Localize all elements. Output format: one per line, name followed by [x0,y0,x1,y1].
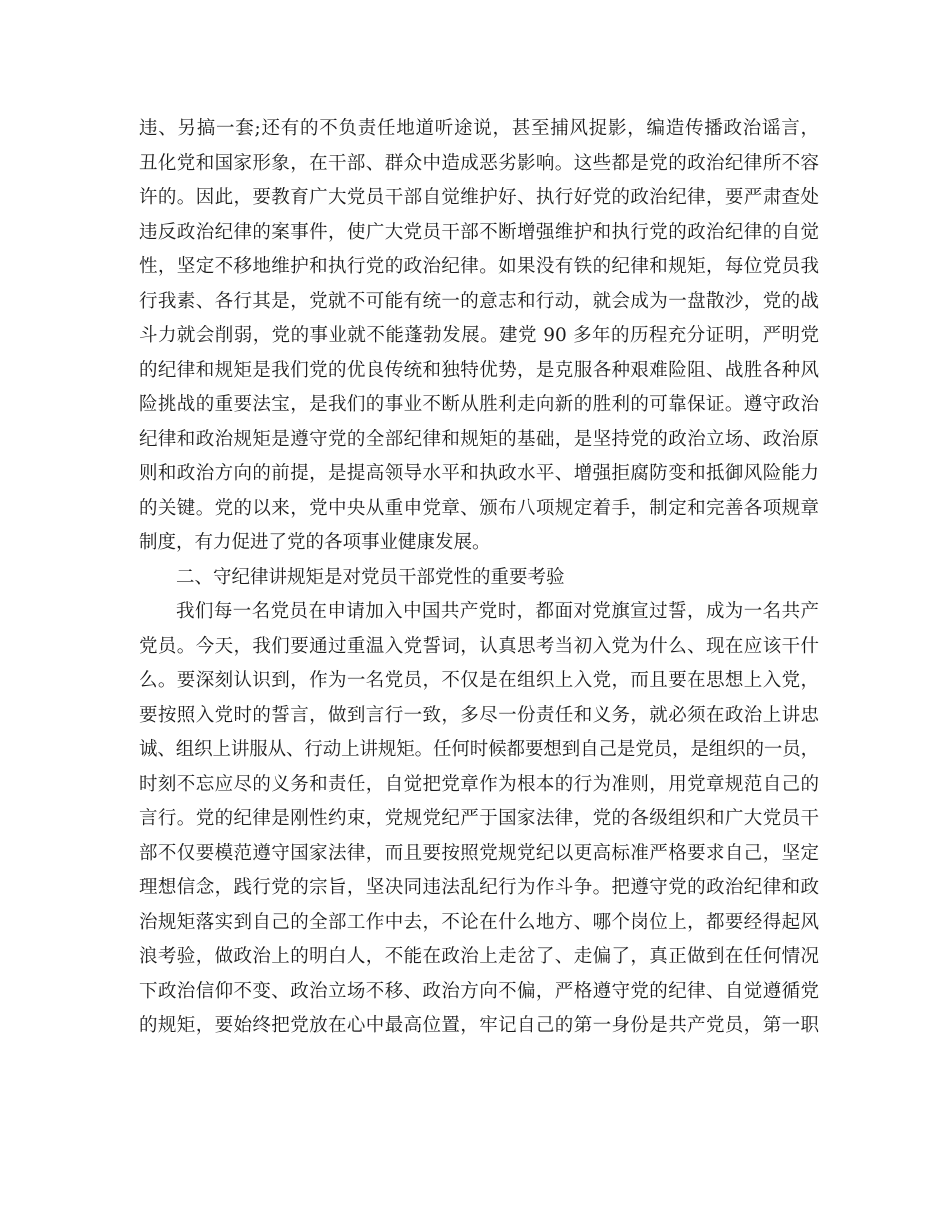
section-heading [139,561,819,596]
text-line: 理想信念，践行党的宗旨，坚决同违法乱纪行为作斗争。把遵守党的政治纪律和政 [139,877,819,898]
text-line: 要按照入党时的誓言，做到言行一致，多尽一份责任和义务，就必须在政治上讲忠 [139,704,819,726]
text-line: 下政治信仰不变、政治立场不移、政治方向不偏，严格遵守党的纪律、自觉遵循党 [139,980,819,1002]
paragraph [139,595,819,1044]
text-line: 丑化党和国家形象，在干部、群众中造成恶劣影响。这些都是党的政治纪律所不容 [139,152,819,174]
heading-line: 二、守纪律讲规矩是对党员干部党性的重要考验 [176,566,565,588]
document-body [139,112,819,1044]
text-line: 么。要深刻认识到，作为一名党员，不仅是在组织上入党，而且要在思想上入党， [139,670,819,691]
text-line: 行我素、各行其是，党就不可能有统一的意志和行动，就会成为一盘散沙，党的战 [139,290,819,312]
text-line: 党员。今天，我们要通过重温入党誓词，认真思考当初入党为什么、现在应该干什 [139,635,819,657]
text-line: 许的。因此，要教育广大党员干部自觉维护好、执行好党的政治纪律，要严肃查处 [139,187,819,208]
text-line: 纪律和政治规矩是遵守党的全部纪律和规矩的基础，是坚持党的政治立场、政治原 [139,428,819,450]
text-line: 违、另搞一套;还有的不负责任地道听途说，甚至捕风捉影，编造传播政治谣言， [139,118,819,139]
paragraph [139,112,819,561]
text-line: 言行。党的纪律是刚性约束，党规党纪严于国家法律，党的各级组织和广大党员干 [139,808,819,829]
text-line: 斗力就会削弱，党的事业就不能蓬勃发展。建党 90 多年的历程充分证明，严明党 [139,325,819,346]
text-line: 性，坚定不移地维护和执行党的政治纪律。如果没有铁的纪律和规矩，每位党员我 [139,256,819,277]
text-line: 违反政治纪律的案事件，使广大党员干部不断增强维护和执行党的政治纪律的自觉 [139,221,819,243]
text-line: 险挑战的重要法宝，是我们的事业不断从胜利走向新的胜利的可靠保证。遵守政治 [139,394,819,415]
text-line: 我们每一名党员在申请加入中国共产党时，都面对党旗宣过誓，成为一名共产 [176,601,819,622]
text-line: 治规矩落实到自己的全部工作中去，不论在什么地方、哪个岗位上，都要经得起风 [139,911,819,933]
text-line: 则和政治方向的前提，是提高领导水平和执政水平、增强拒腐防变和抵御风险能力 [139,463,819,484]
text-line: 诚、组织上讲服从、行动上讲规矩。任何时候都要想到自己是党员，是组织的一员， [139,739,819,760]
text-line: 浪考验，做政治上的明白人，不能在政治上走岔了、走偏了，真正做到在任何情况 [139,946,819,967]
text-line: 的规矩，要始终把党放在心中最高位置，牢记自己的第一身份是共产党员，第一职 [139,1015,819,1036]
text-line: 制度，有力促进了党的各项事业健康发展。 [139,532,491,553]
text-line: 的纪律和规矩是我们党的优良传统和独特优势，是克服各种艰难险阻、战胜各种风 [139,359,819,381]
text-line: 部不仅要模范遵守国家法律，而且要按照党规党纪以更高标准严格要求自己，坚定 [139,842,819,864]
text-line: 时刻不忘应尽的义务和责任，自觉把党章作为根本的行为准则，用党章规范自己的 [139,773,819,795]
text-line: 的关键。党的以来，党中央从重申党章、颁布八项规定着手，制定和完善各项规章 [139,497,819,519]
